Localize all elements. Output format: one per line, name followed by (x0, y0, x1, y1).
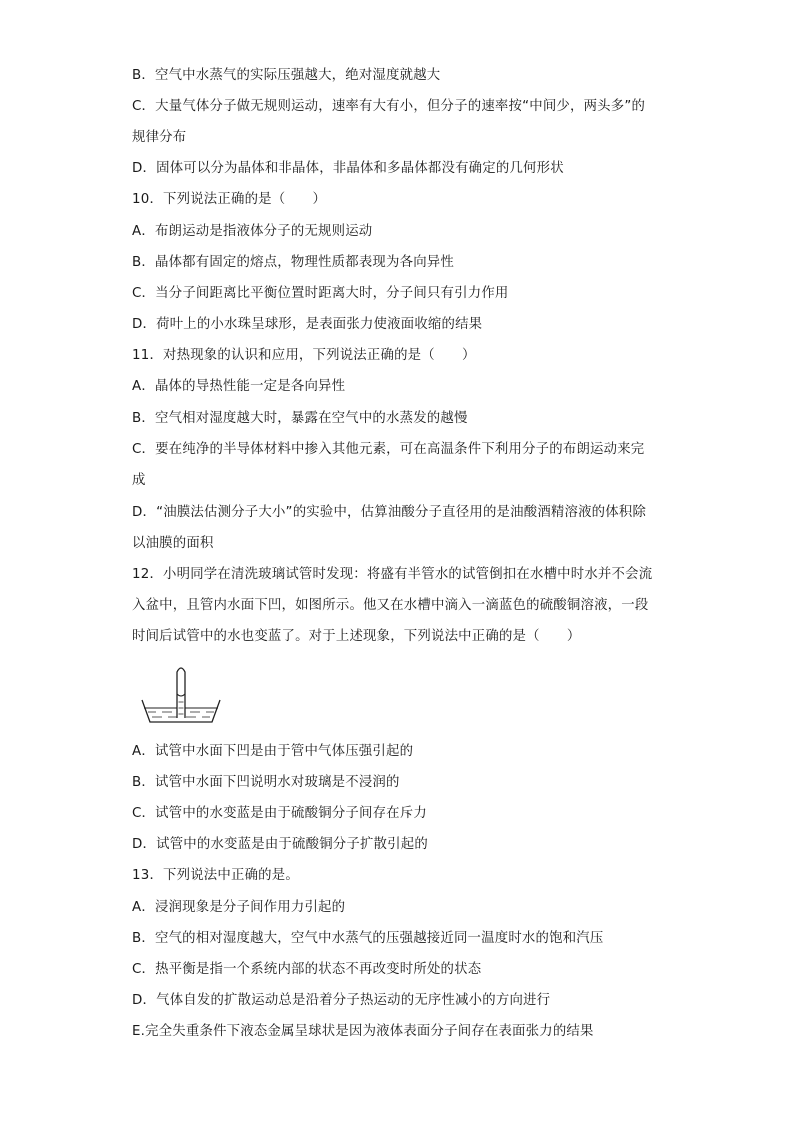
q10-option-d: D．荷叶上的小水珠呈球形，是表面张力使液面收缩的结果 (132, 317, 483, 332)
q13-option-d: D．气体自发的扩散运动总是沿着分子热运动的无序性减小的方向进行 (132, 993, 551, 1008)
test-tube-figure (140, 662, 224, 726)
q11-option-c: C．要在纯净的半导体材料中掺入其他元素，可在高温条件下利用分子的布朗运动来完 (132, 442, 645, 457)
q10-option-a: A．布朗运动是指液体分子的无规则运动 (132, 224, 373, 239)
q12-stem-cont-1: 入盆中，且管内水面下凹，如图所示。他又在水槽中滴入一滴蓝色的硫酸铜溶液，一段 (132, 598, 649, 613)
q9-option-c-cont: 规律分布 (132, 130, 187, 145)
q11-option-d-cont: 以油膜的面积 (132, 536, 214, 551)
q13-option-a: A．浸润现象是分子间作用力引起的 (132, 900, 346, 915)
q12-option-c: C．试管中的水变蓝是由于硫酸铜分子间存在斥力 (132, 806, 427, 821)
q11-option-b: B．空气相对湿度越大时，暴露在空气中的水蒸发的越慢 (132, 411, 468, 426)
q13-stem: 13．下列说法中正确的是。 (132, 868, 299, 883)
q12-option-b: B．试管中水面下凹说明水对玻璃是不浸润的 (132, 775, 400, 790)
q10-option-b: B．晶体都有固定的熔点，物理性质都表现为各向异性 (132, 255, 454, 270)
test-tube (177, 668, 185, 718)
q13-option-b: B．空气的相对湿度越大，空气中水蒸气的压强越接近同一温度时水的饱和汽压 (132, 931, 604, 946)
q11-option-d: D．“油膜法估测分子大小”的实验中，估算油酸分子直径用的是油酸酒精溶液的体积除 (132, 505, 647, 520)
q11-option-c-cont: 成 (132, 473, 146, 488)
q10-stem: 10．下列说法正确的是（ ） (132, 192, 327, 207)
q12-option-a: A．试管中水面下凹是由于管中气体压强引起的 (132, 744, 414, 759)
q9-option-d: D．固体可以分为晶体和非晶体，非晶体和多晶体都没有确定的几何形状 (132, 161, 564, 176)
q12-option-d: D．试管中的水变蓝是由于硫酸铜分子扩散引起的 (132, 837, 428, 852)
q13-option-e: E.完全失重条件下液态金属呈球状是因为液体表面分子间存在表面张力的结果 (132, 1024, 594, 1039)
q11-option-a: A．晶体的导热性能一定是各向异性 (132, 379, 346, 394)
q11-stem: 11．对热现象的认识和应用，下列说法正确的是（ ） (132, 348, 476, 363)
q9-option-c: C．大量气体分子做无规则运动，速率有大有小，但分子的速率按“中间少，两头多”的 (132, 99, 646, 114)
q9-option-b: B．空气中水蒸气的实际压强越大，绝对湿度就越大 (132, 68, 441, 83)
q12-stem-cont-2: 时间后试管中的水也变蓝了。对于上述现象，下列说法中正确的是（ ） (132, 629, 581, 644)
q12-stem: 12．小明同学在清洗玻璃试管时发现：将盛有半管水的试管倒扣在水槽中时水并不会流 (132, 567, 653, 582)
q13-option-c: C．热平衡是指一个系统内部的状态不再改变时所处的状态 (132, 962, 482, 977)
q10-option-c: C．当分子间距离比平衡位置时距离大时，分子间只有引力作用 (132, 286, 509, 301)
